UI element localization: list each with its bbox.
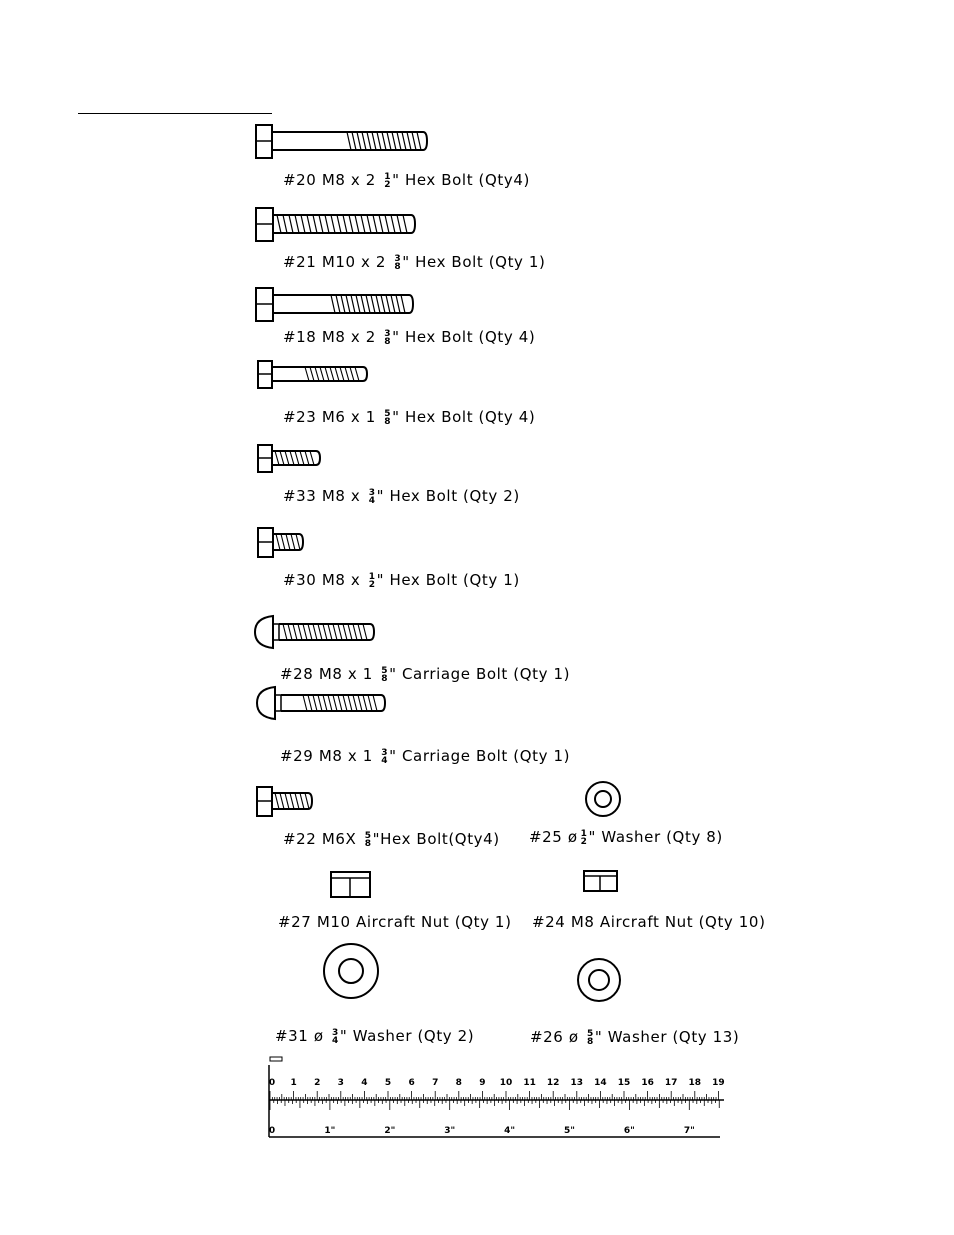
inch-label: 0 — [268, 1126, 276, 1136]
carriage-bolt-icon — [255, 685, 393, 723]
hex-bolt-icon — [255, 287, 420, 323]
cm-label: 8 — [455, 1078, 462, 1088]
cm-label: 2 — [314, 1078, 321, 1088]
part-label: #18 M8 x 2 3 8 " Hex Bolt (Qty 4) — [283, 328, 536, 347]
washer-icon — [576, 957, 624, 1005]
cm-label: 18 — [688, 1078, 702, 1088]
inch-scale — [269, 1100, 719, 1136]
part-label: #28 M8 x 1 5 8 " Carriage Bolt (Qty 1) — [280, 665, 571, 684]
inch-label: 2" — [384, 1126, 396, 1136]
cm-label: 7 — [432, 1078, 439, 1088]
cm-label: 16 — [641, 1078, 654, 1088]
part-label: #27 M10 Aircraft Nut (Qty 1) — [278, 913, 512, 931]
cm-label: 10 — [499, 1078, 513, 1088]
hex-bolt-icon — [257, 527, 309, 559]
part-label: #20 M8 x 2 1 2 " Hex Bolt (Qty4) — [283, 171, 530, 190]
hex-bolt-icon — [255, 207, 420, 243]
cm-label: 1 — [290, 1078, 297, 1088]
part-label: #21 M10 x 2 3 8 " Hex Bolt (Qty 1) — [283, 253, 546, 272]
inch-label: 4" — [504, 1126, 516, 1136]
part-label: #30 M8 x 1 2 " Hex Bolt (Qty 1) — [283, 571, 520, 590]
cm-label: 3 — [337, 1078, 344, 1088]
aircraft-nut-icon — [583, 869, 619, 893]
cm-label: 14 — [594, 1078, 607, 1088]
hex-bolt-icon — [255, 124, 430, 160]
cm-scale — [269, 1078, 725, 1100]
inch-label: 1" — [324, 1126, 336, 1136]
aircraft-nut-icon — [330, 869, 372, 899]
hex-bolt-icon — [257, 444, 327, 474]
part-label: #24 M8 Aircraft Nut (Qty 10) — [532, 913, 766, 931]
cm-label: 4 — [361, 1078, 368, 1088]
cm-label: 11 — [523, 1078, 536, 1088]
measuring-ruler — [268, 1057, 728, 1141]
hex-bolt-icon — [256, 786, 318, 818]
part-label: #22 M6X 5 8 "Hex Bolt(Qty4) — [283, 830, 500, 849]
hex-bolt-icon — [257, 360, 372, 390]
cm-label: 17 — [664, 1078, 678, 1088]
washer-icon — [322, 942, 382, 1002]
inch-label: 5" — [564, 1126, 575, 1136]
carriage-bolt-icon — [253, 614, 381, 652]
inch-label: 6" — [623, 1126, 635, 1136]
part-label: #31 ø 3 4 " Washer (Qty 2) — [275, 1027, 475, 1046]
part-label: #33 M8 x 3 4 " Hex Bolt (Qty 2) — [283, 487, 520, 506]
washer-icon — [584, 780, 622, 818]
part-label: #25 ø 1 2 " Washer (Qty 8) — [529, 828, 723, 847]
cm-label: 19 — [712, 1078, 725, 1088]
cm-label: 13 — [570, 1078, 584, 1088]
part-label: #23 M6 x 1 5 8 " Hex Bolt (Qty 4) — [283, 408, 536, 427]
inch-label: 3" — [444, 1126, 456, 1136]
cm-label: 15 — [617, 1078, 631, 1088]
cm-label: 5 — [384, 1078, 392, 1088]
header-rule — [78, 113, 272, 114]
cm-label: 6 — [408, 1078, 415, 1088]
cm-label: 9 — [479, 1078, 486, 1088]
part-label: #26 ø 5 8 " Washer (Qty 13) — [530, 1028, 740, 1047]
inch-label: 7" — [683, 1126, 695, 1136]
cm-label: 0 — [268, 1078, 276, 1088]
cm-label: 12 — [546, 1078, 560, 1088]
part-label: #29 M8 x 1 3 4 " Carriage Bolt (Qty 1) — [280, 747, 571, 766]
